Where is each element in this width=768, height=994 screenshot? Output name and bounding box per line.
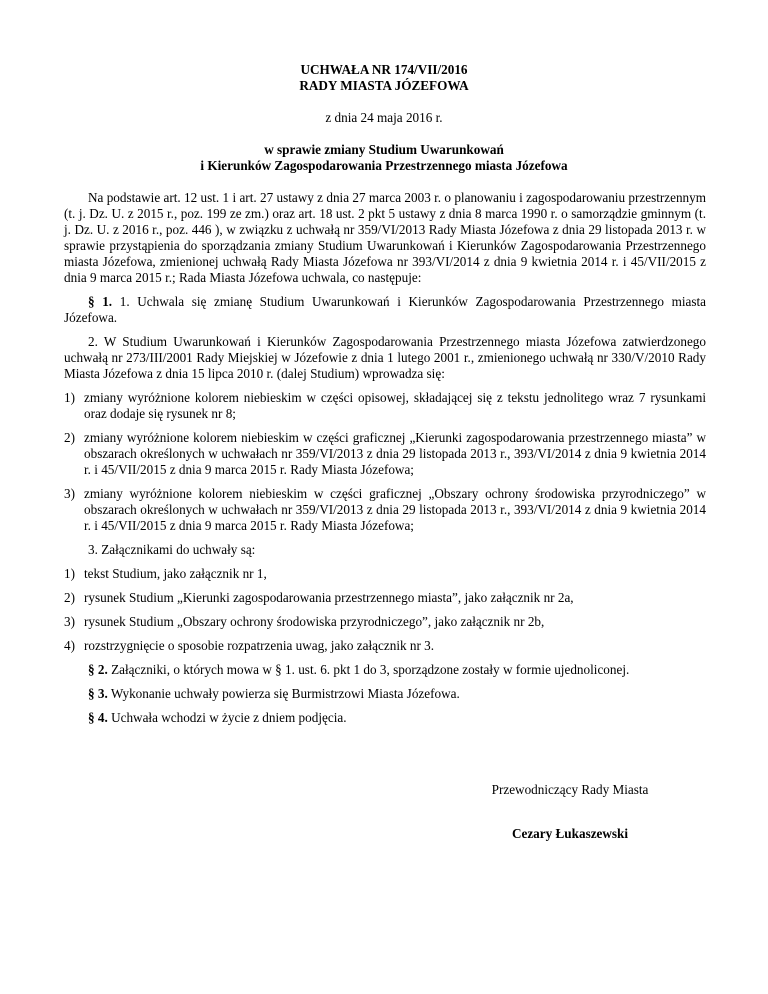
list-item-number: 2) [64, 430, 75, 445]
paragraph-4 [64, 710, 706, 726]
paragraph-2 [64, 662, 706, 678]
resolution-title [0, 62, 768, 94]
list-item [64, 430, 706, 478]
paragraph-2-label: § 2. [88, 662, 108, 677]
paragraph-1 [64, 294, 706, 326]
paragraph-2-text: Załączniki, o których mowa w § 1. ust. 6. pkt 1 do 3, sporządzone zostały w formie ujednoliconej. [107, 662, 630, 677]
paragraph-1-section-2: 2. W Studium Uwarunkowań i Kierunków Zagospodarowania Przestrzennego miasta Józefowa zatwierdzonego uchwałą nr 273/III/2001 Rady Miejskiej w Józefowie z dnia 1 lutego 2001 r., zmienionego uchwałą nr 330/V/2010 Rady Miasta Józefowa z dnia 15 lipca 2010 r. (dalej Studium) wprowadza się: [64, 334, 706, 381]
signature-name: Cezary Łukaszewski [511, 826, 629, 841]
list-item [64, 390, 706, 422]
list-item [64, 486, 706, 534]
list-item-text: rozstrzygnięcie o sposobie rozpatrzenia uwag, jako załącznik nr 3. [84, 638, 435, 653]
list-item-text: zmiany wyróżnione kolorem niebieskim w części graficznej „Kierunki zagospodarowania przestrzennego miasta” w obszarach określonych w uchwałach nr 359/VI/2013 z dnia 29 listopada 2013 r., 393/VI/2014 z dnia 9 kwietnia 2014 r. i 45/VII/2015 z dnia 9 marca 2015 r. Rady Miasta Józefowa; [84, 430, 706, 477]
list-item-text: tekst Studium, jako załącznik nr 1, [84, 566, 267, 581]
paragraph-1-text: 1. Uchwala się zmianę Studium Uwarunkowań i Kierunków Zagospodarowania Przestrzennego miasta Józefowa. [64, 294, 706, 325]
list-item-number: 1) [64, 390, 75, 405]
list-item-number: 2) [64, 590, 75, 605]
subject-line-1: w sprawie zmiany Studium Uwarunkowań [264, 142, 504, 157]
council-name: RADY MIASTA JÓZEFOWA [299, 78, 469, 93]
list-item-number: 4) [64, 638, 75, 653]
subject-line-2: i Kierunków Zagospodarowania Przestrzennego miasta Józefowa [200, 158, 568, 173]
paragraph-1-label: § 1. [88, 294, 113, 309]
paragraph-3-text: Wykonanie uchwały powierza się Burmistrzowi Miasta Józefowa. [107, 686, 460, 701]
list-item-number: 3) [64, 486, 75, 501]
paragraph-1-section-3: 3. Załącznikami do uchwały są: [88, 542, 256, 557]
list-item [64, 566, 706, 582]
attachments-list [64, 566, 706, 654]
list-item-text: zmiany wyróżnione kolorem niebieskim w części opisowej, składającej się z tekstu jednolitego wraz 7 rysunkami oraz dodaje się rysunek nr 8; [84, 390, 706, 421]
list-item [64, 590, 706, 606]
resolution-body [64, 190, 706, 726]
list-item-number: 3) [64, 614, 75, 629]
list-item-text: rysunek Studium „Kierunki zagospodarowania przestrzennego miasta”, jako załącznik nr 2a, [84, 590, 574, 605]
list-item [64, 614, 706, 630]
paragraph-3 [64, 686, 706, 702]
paragraph-4-text: Uchwała wchodzi w życie z dniem podjęcia. [107, 710, 347, 725]
list-item [64, 638, 706, 654]
list-item-text: rysunek Studium „Obszary ochrony środowiska przyrodniczego”, jako załącznik nr 2b, [84, 614, 545, 629]
signature-role: Przewodniczący Rady Miasta [491, 782, 649, 797]
list-item-text: zmiany wyróżnione kolorem niebieskim w części graficznej „Obszary ochrony środowiska przyrodniczego” w obszarach określonych w uchwałach nr 359/VI/2013 z dnia 29 listopada 2013 r., 393/VI/2014 z dnia 9 kwietnia 2014 r. i 45/VII/2015 z dnia 9 marca 2015 r. Rady Miasta Józefowa; [84, 486, 706, 533]
changes-list [64, 390, 706, 534]
preamble: Na podstawie art. 12 ust. 1 i art. 27 ustawy z dnia 27 marca 2003 r. o planowaniu i zagospodarowaniu przestrzennym (t. j. Dz. U. z 2015 r., poz. 199 ze zm.) oraz art. 18 ust. 2 pkt 5 ustawy z dnia 8 marca 1990 r. o samorządzie gminnym (t. j. Dz. U. z 2016 r., poz. 446 ), w związku z uchwałą nr 359/VI/2013 Rady Miasta Józefowa z dnia 29 listopada 2013 r. w sprawie przystąpienia do sporządzania zmiany Studium Uwarunkowań i Kierunków Zagospodarowania Przestrzennego miasta Józefowa, zmienionej uchwałą Rady Miasta Józefowa nr 393/VI/2014 z dnia 9 kwietnia 2014 r. i 45/VII/2015 z dnia 9 marca 2015 r.; Rada Miasta Józefowa uchwala, co następuje: [64, 190, 706, 285]
resolution-subject [0, 142, 768, 174]
paragraph-3-label: § 3. [88, 686, 108, 701]
resolution-number: UCHWAŁA NR 174/VII/2016 [300, 62, 468, 77]
list-item-number: 1) [64, 566, 75, 581]
paragraph-4-label: § 4. [88, 710, 108, 725]
resolution-date: z dnia 24 maja 2016 r. [325, 110, 443, 125]
